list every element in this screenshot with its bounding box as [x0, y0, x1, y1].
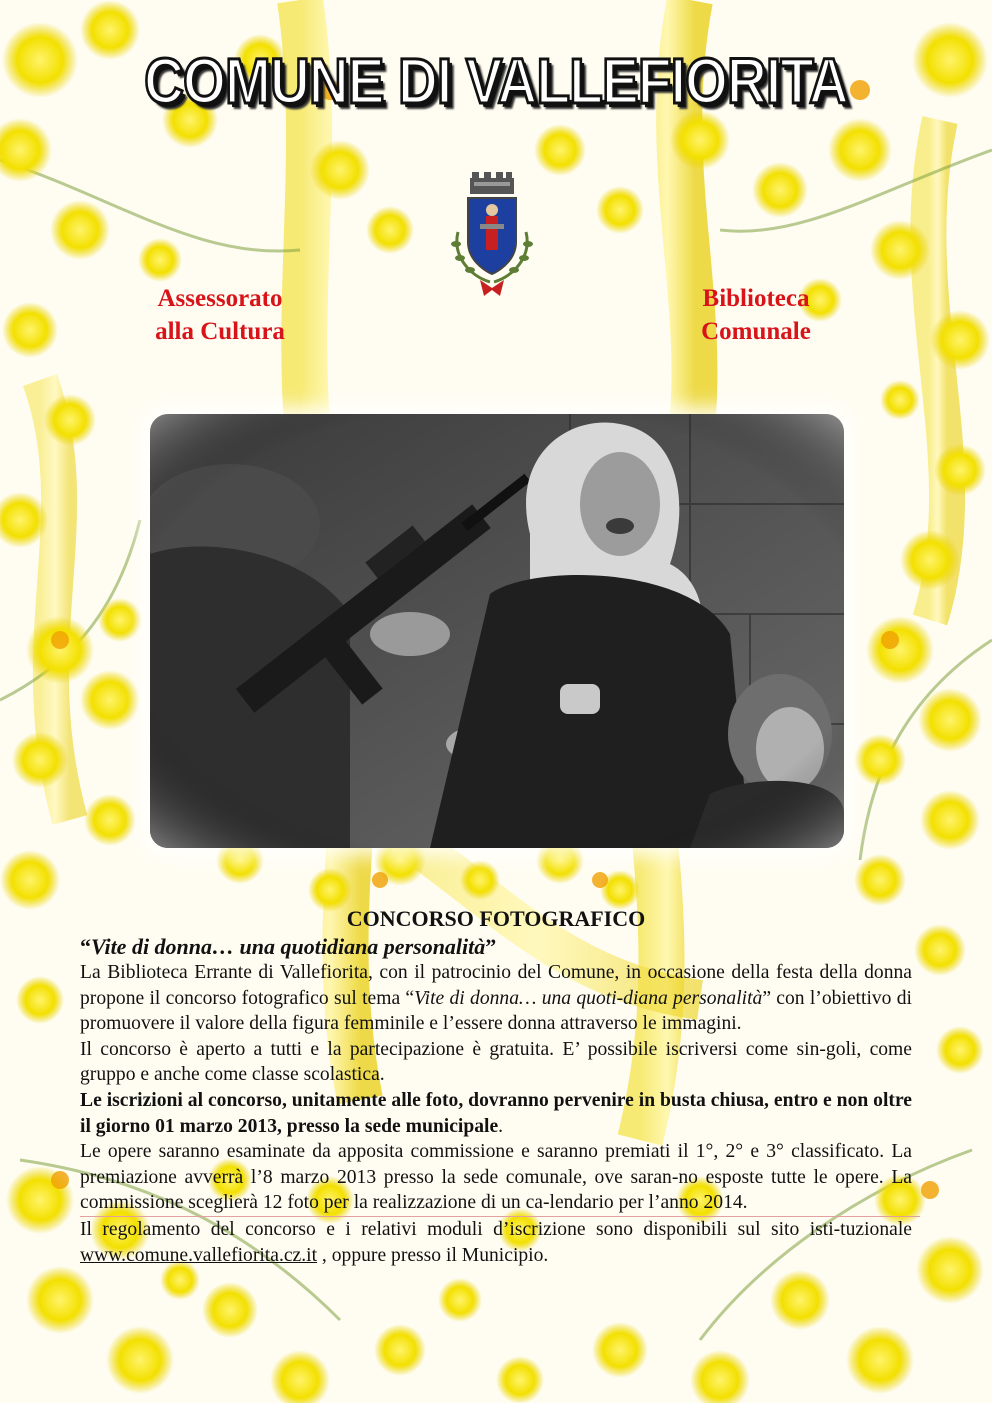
deadline-text: Le iscrizioni al concorso, unitamente alle foto, dovranno pervenire in busta chiusa, entro e non oltre il giorno 01 marzo 2013, presso la sede municipale [80, 1089, 912, 1137]
rules-text-a: Il regolamento del concorso e i relativi moduli d’iscrizione sono disponibili sul sito isti-tuzionale [80, 1218, 912, 1240]
paragraph-participation: Il concorso è aperto a tutti e la partecipazione è gratuita. E’ possibile iscriversi come sin-goli, come gruppo e anche come classe scolastica. [80, 1038, 912, 1086]
biblioteca-line-1: Biblioteca [702, 285, 810, 312]
subtitle-open-quote: “ [80, 934, 91, 959]
paragraph-rules [80, 1217, 912, 1268]
paragraph-awards: Le opere saranno esaminate da apposita commissione e saranno premiati il 1°, 2° e 3° classificato. La premiazione avverrà l’8 marzo 2013 presso la sede comunale, ove saran-no esposte tutte le opere. La commissione sceglierà 12 foto per la realizzazione di un ca-lendario per l’anno 2014. [80, 1141, 912, 1214]
website-link[interactable]: www.comune.vallefiorita.cz.it [80, 1244, 318, 1266]
paragraph-deadline [80, 1088, 912, 1139]
paragraph-intro [80, 960, 912, 1037]
featured-photo [150, 414, 844, 848]
deadline-end: . [498, 1115, 504, 1137]
page-title: COMUNE DI VALLEFIORITA [144, 45, 848, 117]
intro-text-a: La Biblioteca Errante di Vallefiorita, con il patrocinio del Comune, in occasione della festa della donna propone il concorso fotografico sul tema “ [80, 962, 912, 1009]
biblioteca-label [646, 282, 866, 348]
subtitle-close-quote: ” [485, 934, 497, 959]
municipal-crest-icon [440, 172, 544, 302]
contest-heading: CONCORSO FOTOGRAFICO [346, 906, 646, 931]
intro-theme: Vite di donna… una quoti-diana personalità [414, 987, 763, 1009]
intro-text-b: ” con l’obiettivo di promuovere il valore della figura femminile e l’essere donna attraverso le immagini. [80, 987, 912, 1035]
subtitle-text: Vite di donna… una quotidiana personalità [91, 934, 486, 959]
assessorato-line-1: Assessorato [157, 285, 283, 312]
biblioteca-line-2: Comunale [701, 318, 811, 345]
contest-subtitle [80, 934, 912, 960]
rules-text-b: , oppure presso il Municipio. [317, 1244, 549, 1266]
contest-article [80, 905, 912, 1268]
assessorato-line-2: alla Cultura [155, 318, 285, 345]
assessorato-label [110, 282, 330, 348]
